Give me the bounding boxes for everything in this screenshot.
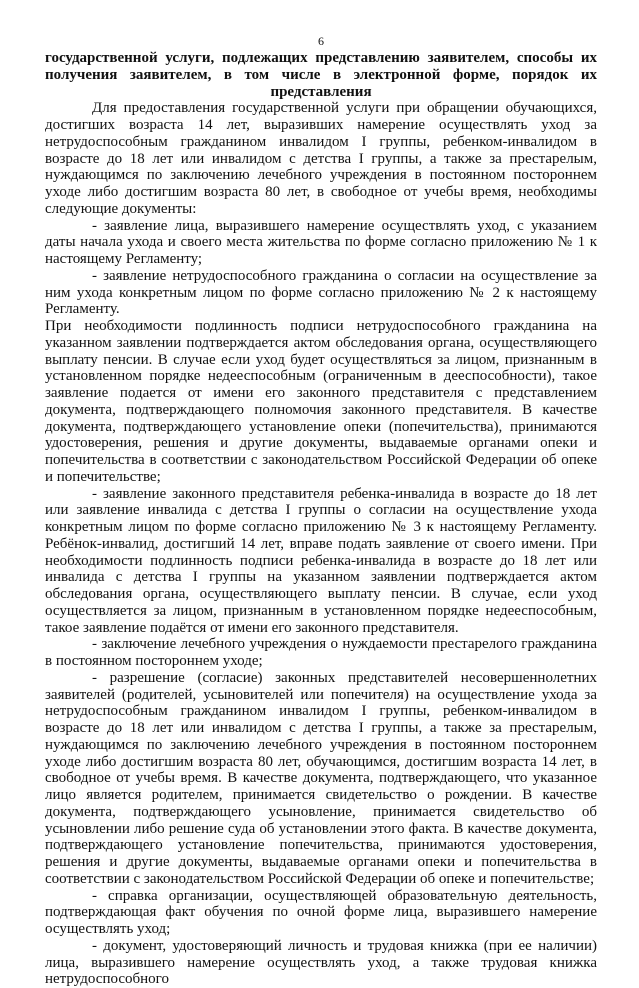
list-item: - заявление нетрудоспособного гражданина о согласии на осуществление за ним ухода конкретным лицом по форме согласно приложению № 2 к настоящему Регламенту.	[45, 267, 597, 318]
list-item: - разрешение (согласие) законных представителей несовершеннолетних заявителей (родителей, усыновителей или попечителя) на осуществление ухода за нетрудоспособным гражданином инвалидом I группы, ребенком-инвалидом в возрасте до 18 лет или инвалидом с детства I группы, а также за престарелым, нуждающимся по заключению лечебного учреждения в постоянном постороннем уходе либо достигшим возраста 80 лет, обучающимся, достигшим возраста 14 лет, в свободное от учебы время. В качестве документа, подтверждающего, что указанное лицо является родителем, принимается свидетельство о рождении. В качестве документа, подтверждающего усыновление, принимается свидетельство об усыновлении либо решение суда об установлении этого факта. В качестве документа, подтверждающего установление попечительства, принимаются удостоверения, решения и другие документы, выдаваемые органами опеки и попечительства в соответствии с законодательством Российской Федерации об опеке и попечительстве;	[45, 669, 597, 887]
list-item: - заявление лица, выразившего намерение осуществлять уход, с указанием даты начала ухода и своего места жительства по форме согласно приложению № 1 к настоящему Регламенту;	[45, 217, 597, 267]
intro-paragraph: Для предоставления государственной услуги при обращении обучающихся, достигших возраста 14 лет, выразивших намерение осуществлять уход за нетрудоспособным гражданином инвалидом I группы, ребенком-инвалидом в возрасте до 18 лет или инвалидом с детства I группы, а также за престарелым, нуждающимся по заключению лечебного учреждения в постоянном постороннем уходе либо достигшим возраста 80 лет, в свободное от учебы время, необходимы следующие документы:	[45, 100, 597, 217]
body-paragraph: При необходимости подлинность подписи нетрудоспособного гражданина на указанном заявлении подтверждается актом обследования органа, осуществляющего выплату пенсии. В случае если уход будет осуществляться за лицом, признанным в установленном порядке недееспособным (ограниченным в дееспособности), такое заявление подается от имени его законного представителя с представлением документа, подтверждающего полномочия законного представителя. В качестве документа, подтверждающего установление опеки (попечительства), принимаются удостоверения, решения и другие документы, выдаваемые органами опеки и попечительства в соответствии с законодательством Российской Федерации об опеке и попечительстве;	[45, 318, 597, 485]
page-number: 6	[318, 34, 324, 48]
section-heading: государственной услуги, подлежащих представлению заявителем, способы их получения заявителем, в том числе в электронной форме, порядок их представления	[45, 50, 597, 100]
list-item: - справка организации, осуществляющей образовательную деятельность, подтверждающая факт обучения по очной форме лица, выразившего намерение осуществлять уход;	[45, 887, 597, 937]
list-item: - заключение лечебного учреждения о нуждаемости престарелого гражданина в постоянном постороннем уходе;	[45, 636, 597, 669]
list-item: - заявление законного представителя ребенка-инвалида в возрасте до 18 лет или заявление инвалида с детства I группы о согласии на осуществление ухода конкретным лицом по форме согласно приложению № 3 к настоящему Регламенту. Ребёнок-инвалид, достигший 14 лет, вправе подать заявление от своего имени. При необходимости подлинность подписи ребенка-инвалида в возрасте до 18 лет или инвалида с детства I группы на указанном заявлении подтверждается актом обследования органа, осуществляющего выплату пенсии. В случае, если уход осуществляется за лицом, признанным в установленном порядке недееспособным, такое заявление подаётся от имени его законного представителя.	[45, 485, 597, 636]
list-item: - документ, удостоверяющий личность и трудовая книжка (при ее наличии) лица, выразившего намерение осуществлять уход, а также трудовая книжка нетрудоспособного	[45, 937, 597, 988]
